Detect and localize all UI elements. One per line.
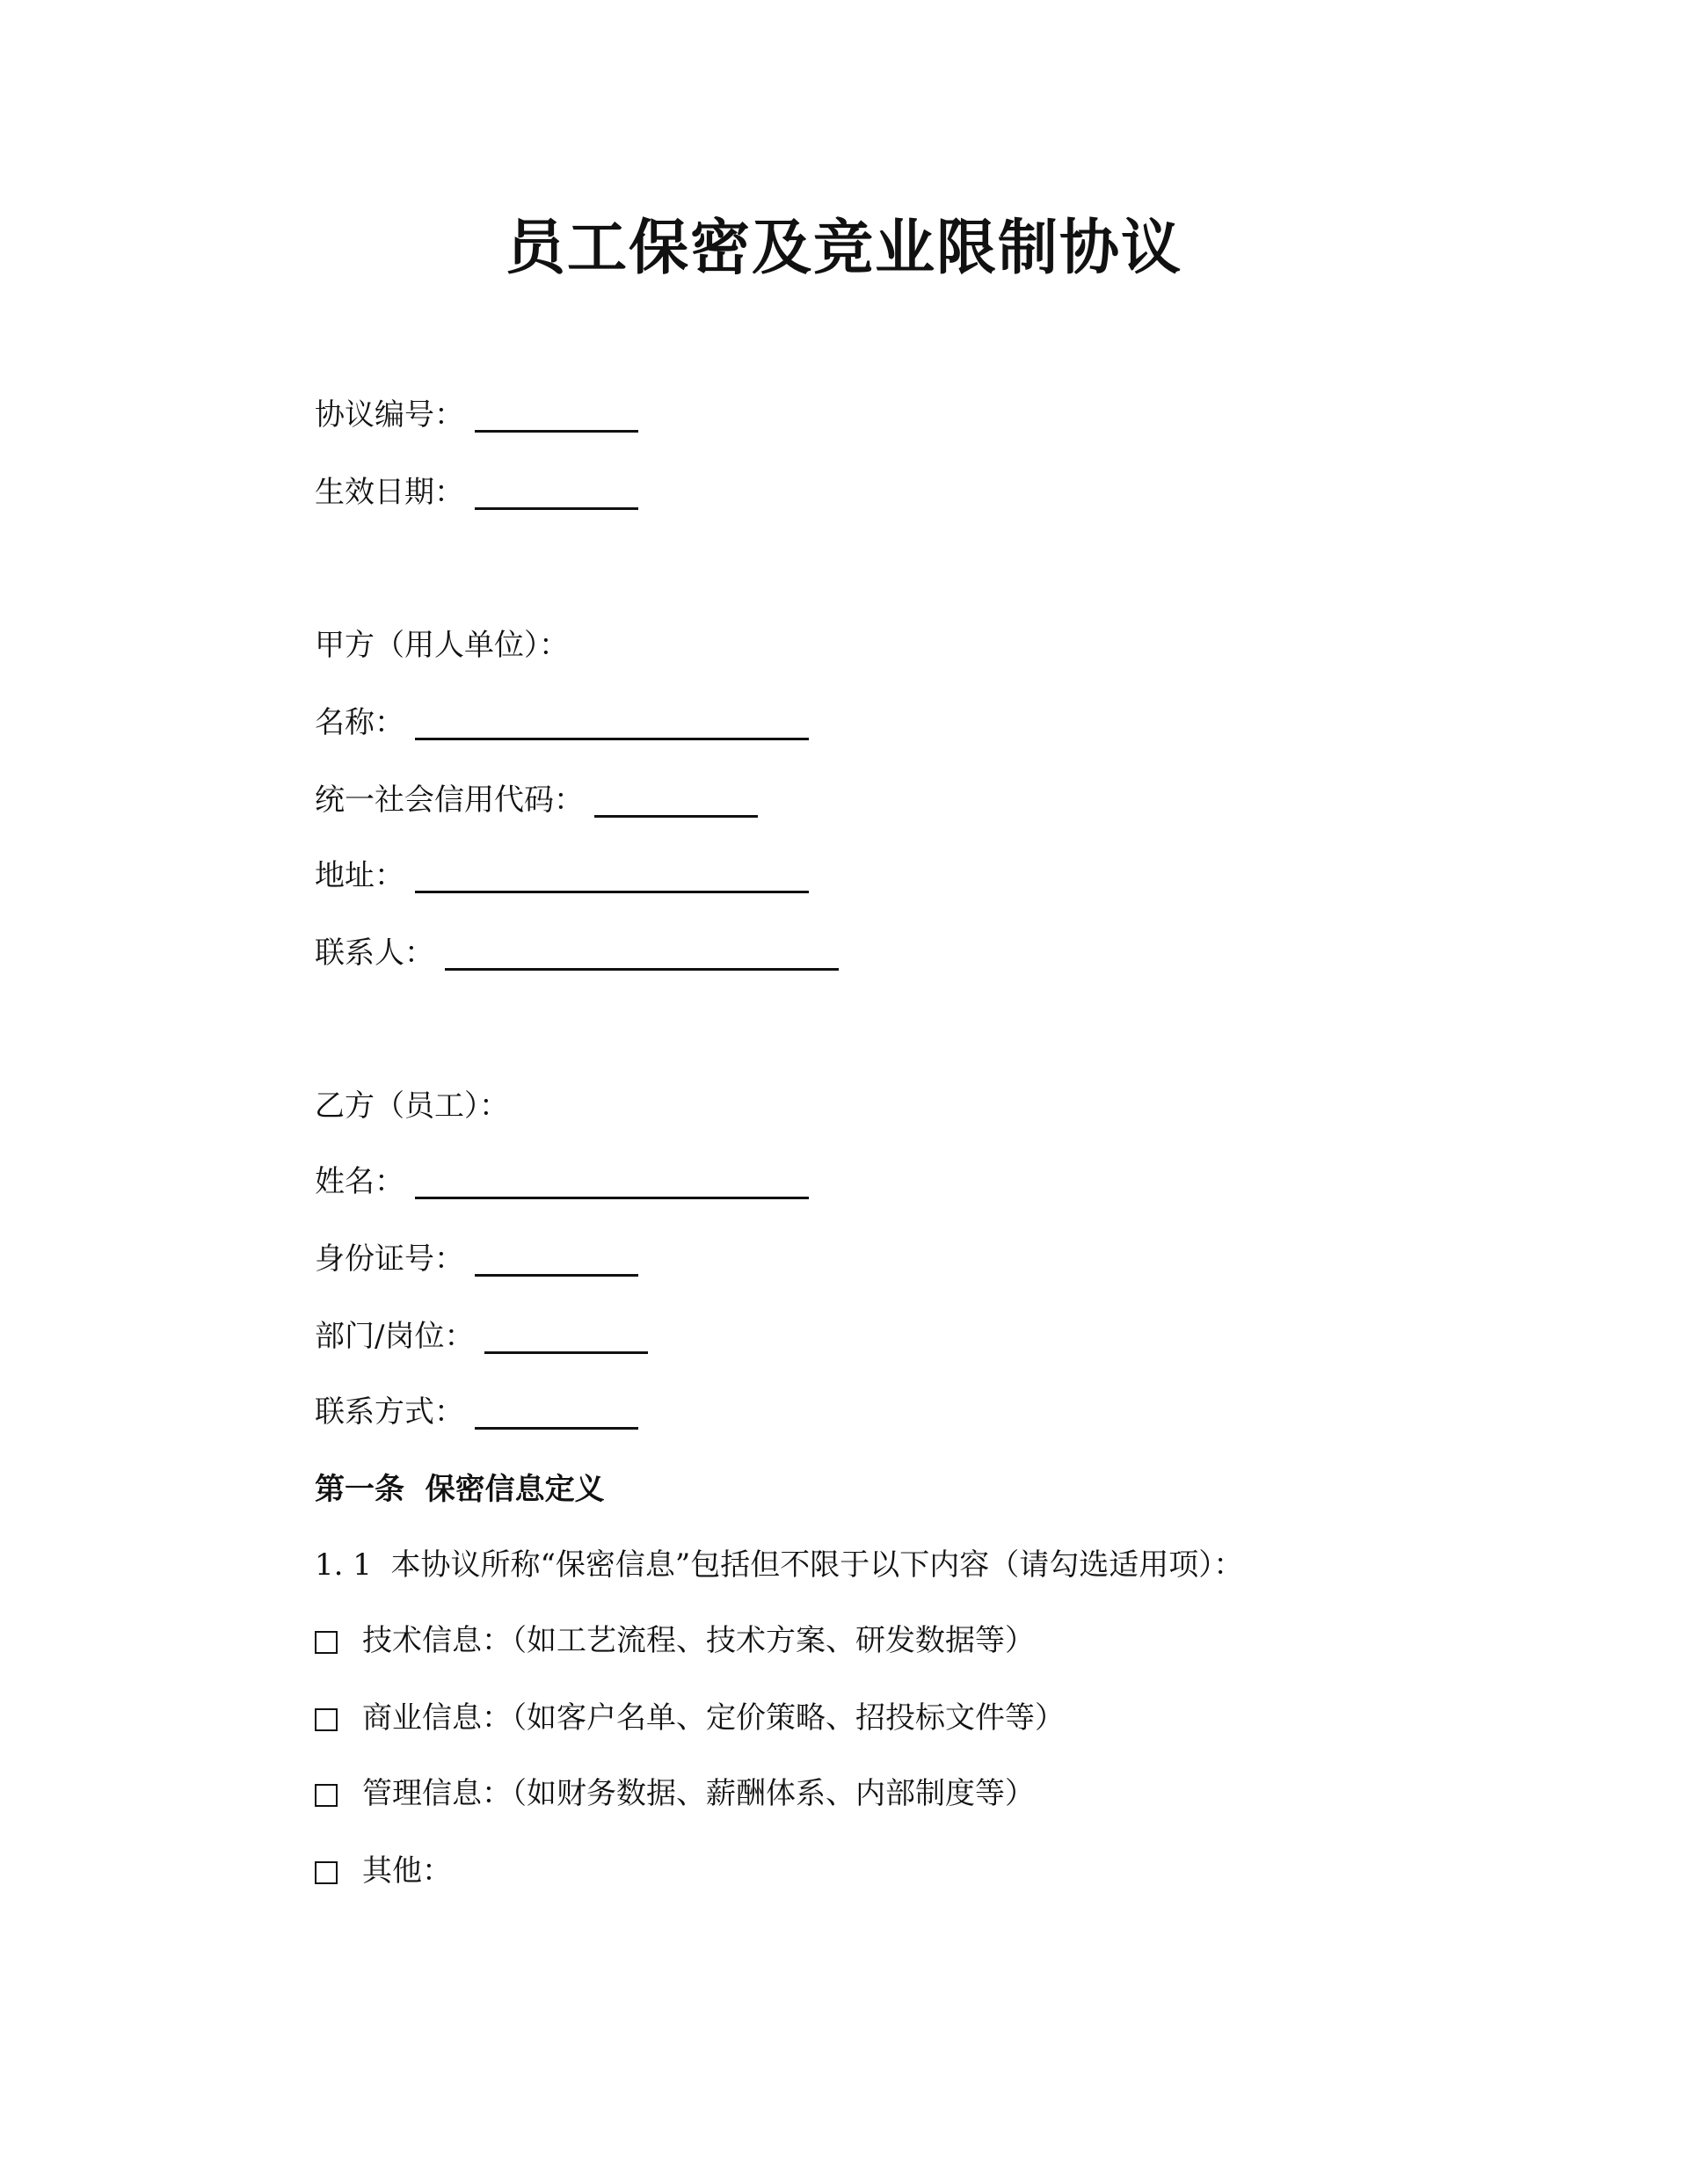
option-other[interactable] xyxy=(315,1853,452,1889)
option-technical[interactable] xyxy=(315,1623,1035,1658)
department-blank[interactable] xyxy=(484,1325,648,1354)
effective-date-line xyxy=(315,475,638,510)
employee-name-label: 姓名： xyxy=(315,1164,404,1199)
id-number-label: 身份证号： xyxy=(315,1241,464,1277)
department-line xyxy=(315,1319,648,1354)
option-business[interactable] xyxy=(315,1700,1065,1736)
contact-person-label: 联系人： xyxy=(315,935,434,971)
business-checkbox[interactable] xyxy=(315,1708,338,1731)
effective-date-blank[interactable] xyxy=(475,481,638,510)
party-a-name-label: 名称： xyxy=(315,705,404,740)
agreement-number-blank[interactable] xyxy=(475,404,638,433)
party-a-heading-text: 甲方（用人单位）： xyxy=(315,628,569,663)
id-number-blank[interactable] xyxy=(475,1248,638,1277)
technical-option-label: 技术信息：（如工艺流程、技术方案、研发数据等） xyxy=(362,1623,1035,1658)
article-1-heading xyxy=(315,1472,605,1507)
credit-code-label: 统一社会信用代码： xyxy=(315,783,584,818)
party-b-heading-text: 乙方（员工）： xyxy=(315,1088,509,1124)
other-option-label: 其他： xyxy=(362,1853,452,1889)
party-a-name-blank[interactable] xyxy=(415,711,809,740)
other-checkbox[interactable] xyxy=(315,1861,338,1884)
party-a-heading xyxy=(315,628,569,663)
party-b-heading xyxy=(315,1088,509,1124)
business-option-label: 商业信息：（如客户名单、定价策略、招投标文件等） xyxy=(362,1700,1065,1736)
agreement-number-label: 协议编号： xyxy=(315,397,464,433)
management-option-label: 管理信息：（如财务数据、薪酬体系、内部制度等） xyxy=(362,1776,1035,1811)
credit-code-line xyxy=(315,783,758,818)
document-title: 员工保密及竞业限制协议 xyxy=(505,214,1182,283)
employee-name-blank[interactable] xyxy=(415,1170,809,1199)
effective-date-label: 生效日期： xyxy=(315,475,464,510)
contact-method-label: 联系方式： xyxy=(315,1394,464,1430)
technical-checkbox[interactable] xyxy=(315,1631,338,1654)
contact-method-blank[interactable] xyxy=(475,1401,638,1430)
agreement-number-line xyxy=(315,397,638,433)
contact-method-line xyxy=(315,1394,638,1430)
clause-1-1-text: 1. 1 本协议所称“保密信息”包括但不限于以下内容（请勾选适用项）： xyxy=(315,1547,1244,1583)
id-number-line xyxy=(315,1241,638,1277)
management-checkbox[interactable] xyxy=(315,1784,338,1807)
department-label: 部门/岗位： xyxy=(315,1319,475,1354)
employee-name-line xyxy=(315,1164,809,1199)
address-blank[interactable] xyxy=(415,864,809,893)
clause-1-1 xyxy=(315,1547,1243,1583)
contact-person-line xyxy=(315,935,839,971)
contact-person-blank[interactable] xyxy=(445,942,839,971)
credit-code-blank[interactable] xyxy=(594,789,758,818)
article-1-heading-text: 第一条 保密信息定义 xyxy=(315,1472,605,1507)
address-label: 地址： xyxy=(315,858,404,893)
option-management[interactable] xyxy=(315,1776,1035,1811)
party-a-name-line xyxy=(315,705,809,740)
address-line xyxy=(315,858,809,893)
